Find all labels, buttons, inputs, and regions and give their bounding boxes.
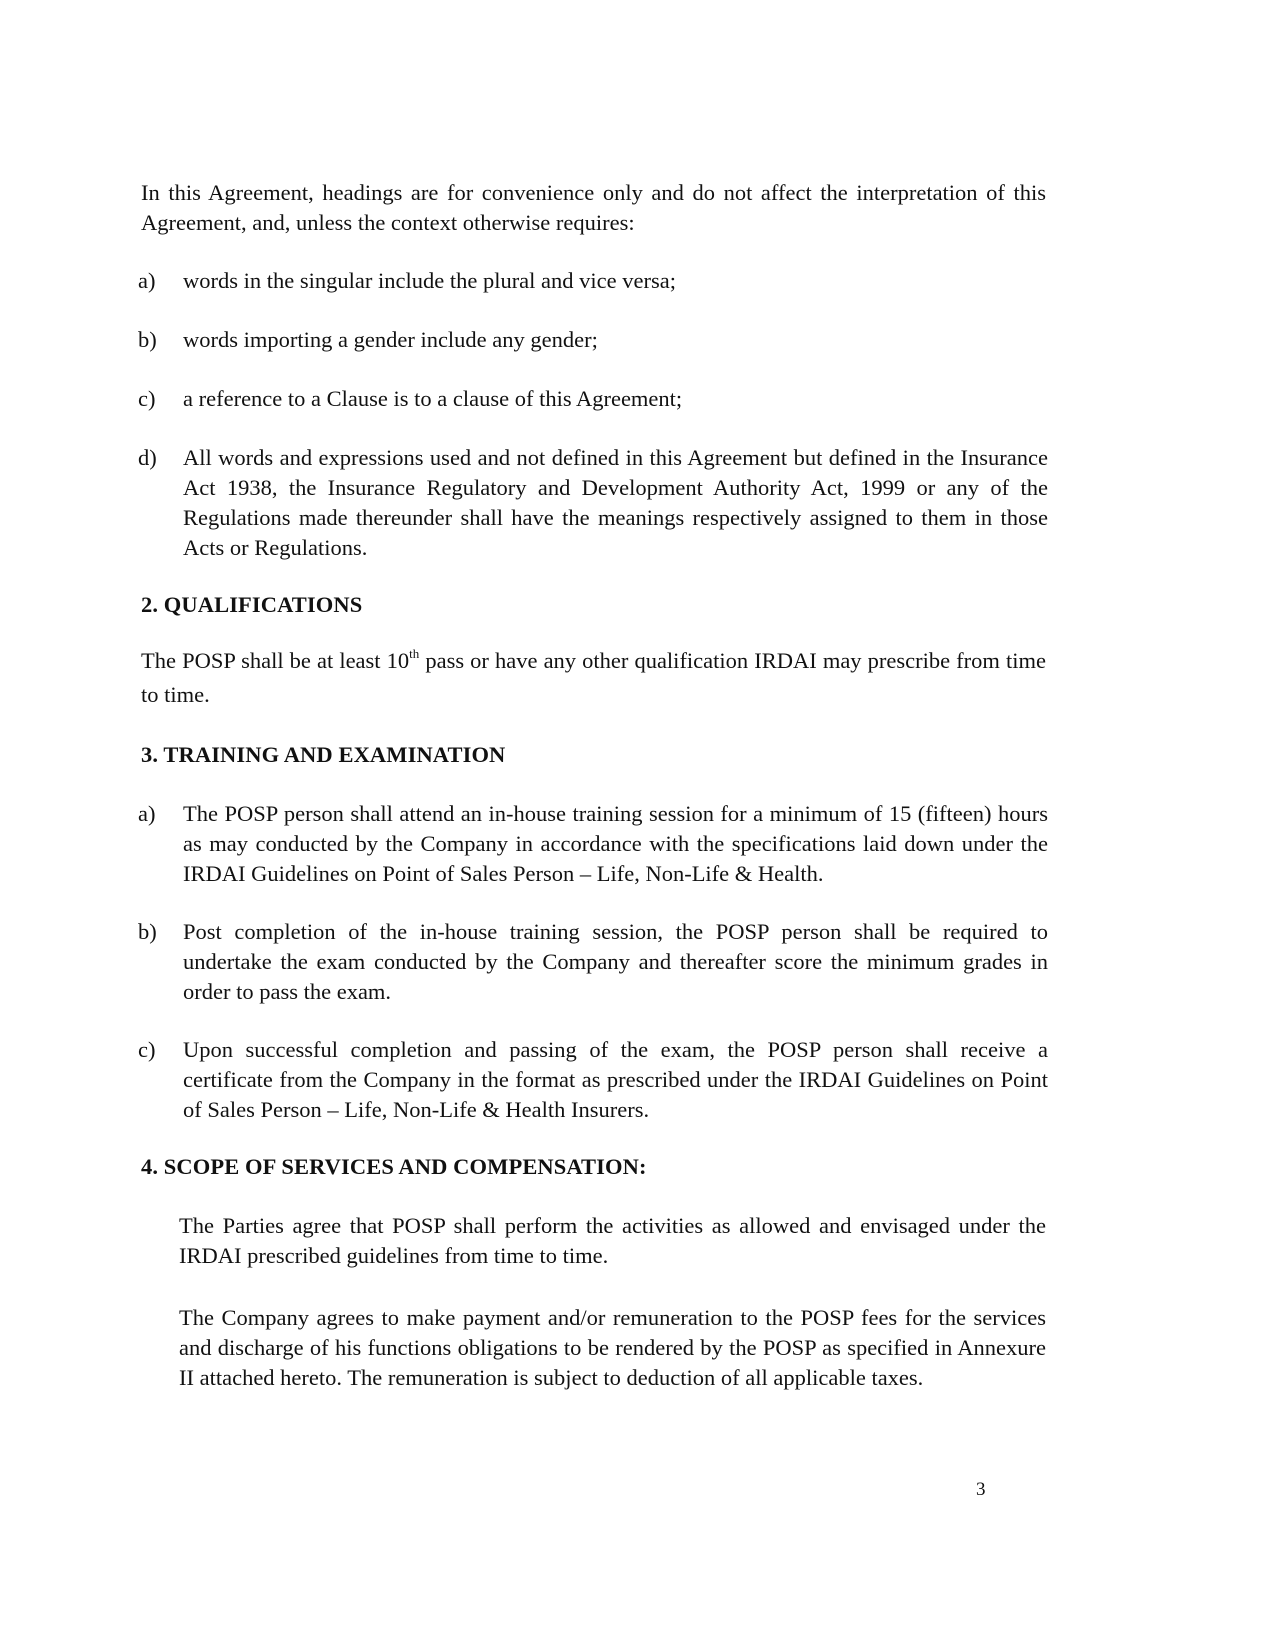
item-label: b) <box>138 327 157 352</box>
item-text: All words and expressions used and not defined in this Agreement but defined in the Insurance Act 1938, the Insurance Regulatory and Development Authority Act, 1999 or any of the Regulations made thereunder shall have the meanings respectively assigned to them in those Acts or Regulations. <box>183 445 1048 560</box>
scope-paragraph-2: The Company agrees to make payment and/or remuneration to the POSP fees for the services and discharge of his functions obligations to be rendered by the POSP as specified in Annexure II attached hereto. The remuneration is subject to deduction of all applicable taxes. <box>179 1305 1046 1390</box>
qualifications-paragraph <box>141 644 1046 712</box>
item-text: Upon successful completion and passing of the exam, the POSP person shall receive a certificate from the Company in the format as prescribed under the IRDAI Guidelines on Point of Sales Person – Life, Non-Life & Health Insurers. <box>183 1037 1048 1122</box>
item-label: a) <box>138 801 156 826</box>
item-label: a) <box>138 268 156 293</box>
page-number: 3 <box>976 1479 986 1500</box>
item-label: d) <box>138 445 157 470</box>
qualifications-text-end: pass or have any other qualification IRDAI may prescribe from time to time. <box>141 648 1046 707</box>
item-text: words importing a gender include any gender; <box>183 327 598 352</box>
interpretation-item-d <box>138 443 1048 563</box>
section-heading-scope: 4. SCOPE OF SERVICES AND COMPENSATION: <box>141 1154 647 1179</box>
item-text: words in the singular include the plural and vice versa; <box>183 268 676 293</box>
interpretation-item-a <box>138 266 1048 296</box>
scope-paragraph-1: The Parties agree that POSP shall perform the activities as allowed and envisaged under the IRDAI prescribed guidelines from time to time. <box>179 1213 1046 1268</box>
item-text: a reference to a Clause is to a clause of this Agreement; <box>183 386 683 411</box>
ordinal-superscript: th <box>409 645 420 661</box>
item-text: The POSP person shall attend an in-house training session for a minimum of 15 (fifteen) hours as may conducted by the Company in accordance with the specifications laid down under the IRDAI Guidelines on Point of Sales Person – Life, Non-Life & Health. <box>183 801 1048 886</box>
item-text: Post completion of the in-house training session, the POSP person shall be required to undertake the exam conducted by the Company and thereafter score the minimum grades in order to pass the exam. <box>183 919 1048 1004</box>
interpretation-item-b <box>138 325 1048 355</box>
training-item-a <box>138 799 1048 889</box>
section-heading-training: 3. TRAINING AND EXAMINATION <box>141 742 506 767</box>
item-label: c) <box>138 1037 156 1062</box>
interpretation-item-c <box>138 384 1048 414</box>
item-label: b) <box>138 919 157 944</box>
training-item-b <box>138 917 1048 1007</box>
qualifications-text-start: The POSP shall be at least 10 <box>141 648 410 673</box>
intro-paragraph: In this Agreement, headings are for convenience only and do not affect the interpretation of this Agreement, and, unless the context otherwise requires: <box>141 180 1046 235</box>
section-heading-qualifications: 2. QUALIFICATIONS <box>141 592 363 617</box>
training-item-c <box>138 1035 1048 1125</box>
item-label: c) <box>138 386 156 411</box>
